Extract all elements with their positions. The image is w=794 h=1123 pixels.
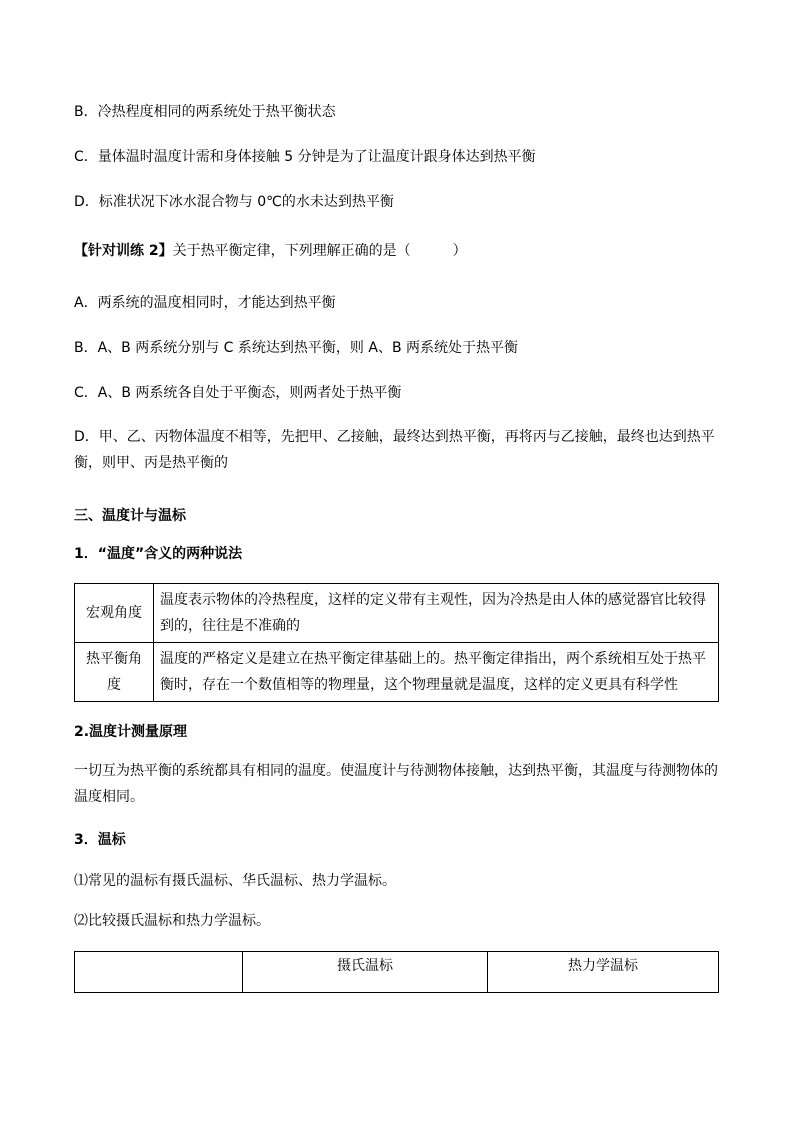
option-b: B．冷热程度相同的两系统处于热平衡状态 (74, 104, 336, 120)
table-row (75, 643, 719, 702)
training-option-c: C．A、B 两系统各自处于平衡态，则两者处于热平衡 (74, 385, 402, 401)
training-question (74, 242, 467, 260)
table-header-celsius: 摄氏温标 (243, 952, 488, 993)
scale-comparison-table (74, 951, 719, 993)
table-row (75, 952, 719, 993)
training-question-text: 关于热平衡定律，下列理解正确的是（ ） (172, 243, 467, 259)
table-cell-text: 温度表示物体的冷热程度，这样的定义带有主观性，因为冷热是由人体的感觉器官比较得到的，往往是不准确的 (154, 584, 719, 643)
training-option-a: A．两系统的温度相同时，才能达到热平衡 (74, 295, 336, 311)
temperature-meaning-table (74, 583, 719, 702)
scale-item-2: ⑵比较摄氏温标和热力学温标。 (74, 913, 270, 929)
table-cell-text: 温度的严格定义是建立在热平衡定律基础上的。热平衡定律指出，两个系统相互处于热平衡时，存在一个数值相等的物理量，这个物理量就是温度，这样的定义更具有科学性 (154, 643, 719, 702)
subheading-temperature-meaning: 1．“温度”含义的两种说法 (74, 546, 243, 562)
option-d: D．标准状况下冰水混合物与 0℃的水未达到热平衡 (74, 194, 394, 210)
subheading-thermometer-principle: 2.温度计测量原理 (74, 724, 188, 740)
section-title: 三、温度计与温标 (74, 508, 186, 524)
table-cell-label: 宏观角度 (75, 584, 154, 643)
table-header-empty (75, 952, 243, 993)
principle-text: 一切互为热平衡的系统都具有相同的温度。使温度计与待测物体接触，达到热平衡，其温度与待测物体的温度相同。 (74, 763, 718, 805)
training-tag: 【针对训练 2】 (74, 243, 173, 259)
training-option-b: B．A、B 两系统分别与 C 系统达到热平衡，则 A、B 两系统处于热平衡 (74, 340, 518, 356)
training-option-d: D．甲、乙、丙物体温度不相等，先把甲、乙接触，最终达到热平衡，再将丙与乙接触，最终也达到热平衡，则甲、丙是热平衡的 (74, 429, 715, 471)
option-c: C．量体温时温度计需和身体接触 5 分钟是为了让温度计跟身体达到热平衡 (74, 149, 536, 165)
table-row (75, 584, 719, 643)
table-cell-label: 热平衡角度 (75, 643, 154, 702)
subheading-temperature-scale: 3．温标 (74, 832, 126, 848)
scale-item-1: ⑴常见的温标有摄氏温标、华氏温标、热力学温标。 (74, 873, 396, 889)
table-header-kelvin: 热力学温标 (488, 952, 719, 993)
